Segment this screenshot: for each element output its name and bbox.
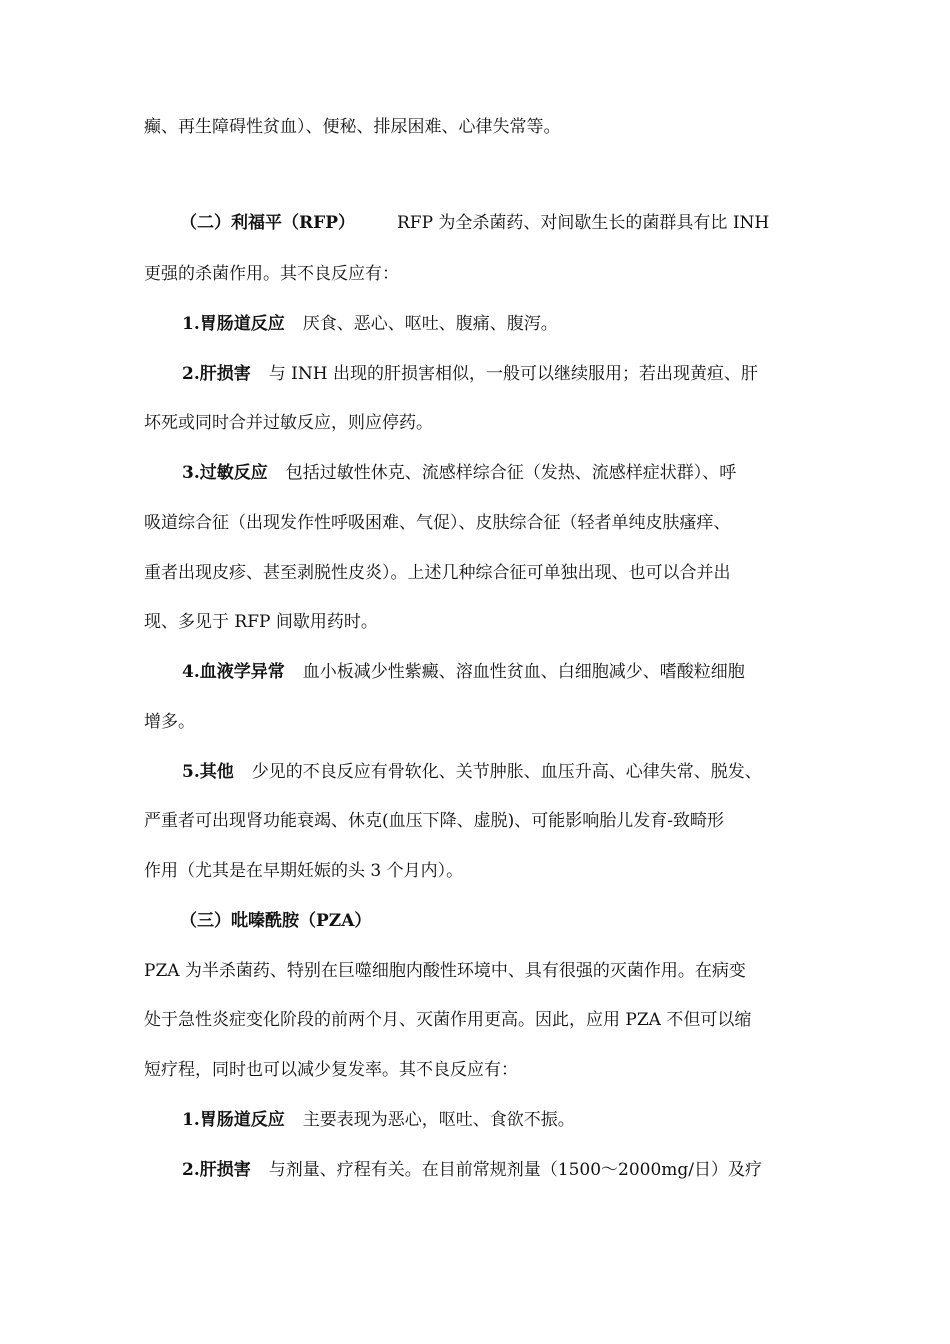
text: 癫、再生障碍性贫血）、便秘、排尿困难、心律失常等。	[144, 117, 561, 137]
text: 作用（尤其是在早期妊娠的头 3 个月内）。	[144, 861, 464, 881]
paragraph-line	[144, 1058, 824, 1082]
item-title: 2.肝损害	[182, 1160, 251, 1180]
paragraph-line	[144, 610, 824, 634]
text: 包括过敏性休克、流感样综合征（发热、流感样症状群）、呼	[285, 463, 737, 483]
text: 处于急性炎症变化阶段的前两个月、灭菌作用更高。因此，应用 PZA 不但可以缩	[144, 1010, 752, 1030]
item-title: 1.胃肠道反应	[182, 314, 285, 334]
paragraph-line	[144, 561, 824, 585]
paragraph-line	[144, 809, 824, 833]
item-title: 2.肝损害	[182, 364, 251, 384]
section-heading-rfp	[180, 211, 860, 235]
text: 少见的不良反应有骨软化、关节肿胀、血压升高、心律失常、脱发、	[251, 762, 762, 782]
text: 坏死或同时合并过敏反应，则应停药。	[144, 413, 433, 433]
list-item	[182, 660, 824, 684]
paragraph-line	[144, 710, 824, 734]
paragraph-line	[144, 115, 824, 139]
text: PZA 为半杀菌药、特别在巨噬细胞内酸性环境中、具有很强的灭菌作用。在病变	[144, 961, 746, 981]
item-title: 4.血液学异常	[182, 662, 285, 682]
text: 吸道综合征（出现发作性呼吸困难、气促）、皮肤综合征（轻者单纯皮肤瘙痒、	[144, 513, 731, 533]
list-item	[182, 760, 824, 784]
heading-text: （二）利福平（RFP）	[180, 213, 355, 233]
paragraph-line	[144, 859, 824, 883]
section-heading-pza	[180, 909, 860, 933]
text: 与 INH 出现的肝损害相似，一般可以继续服用；若出现黄疸、肝	[268, 364, 758, 384]
text: 短疗程，同时也可以减少复发率。其不良反应有：	[144, 1060, 518, 1080]
item-title: 5.其他	[182, 762, 234, 782]
text: 严重者可出现肾功能衰竭、休克(血压下降、虚脱)、可能影响胎儿发育-致畸形	[144, 811, 725, 831]
text: 血小板减少性紫癜、溶血性贫血、白细胞减少、嗜酸粒细胞	[302, 662, 745, 682]
text: 更强的杀菌作用。其不良反应有：	[144, 264, 399, 284]
item-title: 1.胃肠道反应	[182, 1110, 285, 1130]
paragraph-line	[144, 511, 824, 535]
list-item	[182, 312, 824, 336]
list-item	[182, 461, 824, 485]
text: 厌食、恶心、呕吐、腹痛、腹泻。	[302, 314, 558, 334]
text: RFP 为全杀菌药、对间歇生长的菌群具有比 INH	[396, 213, 770, 233]
heading-text: （三）吡嗪酰胺（PZA）	[180, 911, 372, 931]
item-title: 3.过敏反应	[182, 463, 268, 483]
paragraph-line	[144, 262, 824, 286]
list-item	[182, 362, 824, 386]
text: 主要表现为恶心，呕吐、食欲不振。	[302, 1110, 575, 1130]
text: 现、多见于 RFP 间歇用药时。	[144, 612, 378, 632]
list-item	[182, 1108, 824, 1132]
paragraph-line	[144, 1008, 824, 1032]
text: 增多。	[144, 712, 195, 732]
paragraph-line	[144, 411, 824, 435]
text: 重者出现皮疹、甚至剥脱性皮炎）。上述几种综合征可单独出现、也可以合并出	[144, 563, 731, 583]
paragraph-line	[144, 959, 824, 983]
text: 与剂量、疗程有关。在目前常规剂量（1500～2000mg/日）及疗	[268, 1160, 763, 1180]
list-item	[182, 1158, 824, 1182]
